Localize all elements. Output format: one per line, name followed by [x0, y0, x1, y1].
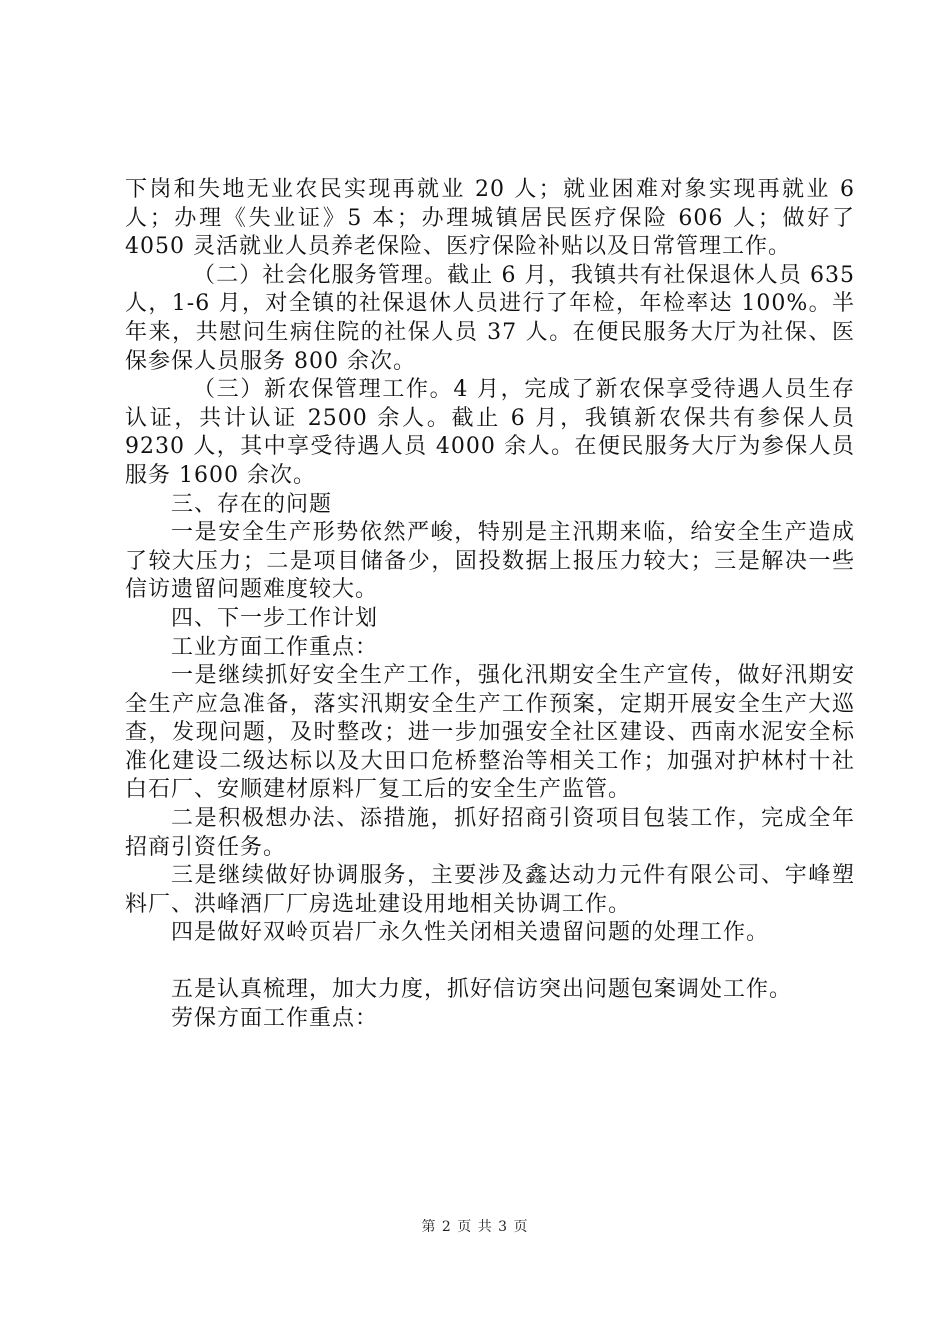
heading-industry-focus: 工业方面工作重点：: [171, 634, 379, 660]
paragraph-coordination: 三是继续做好协调服务，主要涉及鑫达动力元件有限公司、宇峰塑料厂、洪峰酒厂厂房选址建设用地相关协调工作。: [125, 863, 855, 917]
heading-labor-focus: 劳保方面工作重点：: [171, 1005, 379, 1031]
paragraph-rural-insurance: （三）新农保管理工作。4 月，完成了新农保享受待遇人员生存认证，共计认证 2500 余人。截止 6 月，我镇新农保共有参保人员 9230 人，其中享受待遇人员 4000 余人。在便民服务大厅为参保人员服务 1600 余次。: [125, 377, 855, 488]
paragraph-gap: [125, 948, 855, 976]
paragraph-reemployment: 下岗和失地无业农民实现再就业 20 人；就业困难对象实现再就业 6 人；办理《失业证》5 本；办理城镇居民医疗保险 606 人；做好了 4050 灵活就业人员养老保险、医疗保险补贴以及日常管理工作。: [125, 177, 855, 260]
paragraph-safety-production: 一是继续抓好安全生产工作，强化汛期安全生产宣传，做好汛期安全生产应急准备，落实汛期安全生产工作预案，定期开展安全生产大巡查，发现问题，及时整改；进一步加强安全社区建设、西南水泥安全标准化建设二级达标以及大田口危桥整治等相关工作；加强对护林村十社白石厂、安顺建材原料厂复工后的安全生产监管。: [125, 663, 855, 803]
heading-existing-problems: 三、存在的问题: [171, 491, 333, 517]
document-body: [125, 176, 855, 1033]
paragraph-social-service: （二）社会化服务管理。截止 6 月，我镇共有社保退休人员 635 人，1-6 月，对全镇的社保退休人员进行了年检，年检率达 100%。半年来，共慰问生病住院的社保人员 37 人。在便民服务大厅为社保、医保参保人员服务 800 余次。: [125, 262, 855, 374]
paragraph-investment: 二是积极想办法、添措施，抓好招商引资项目包装工作，完成全年招商引资任务。: [125, 806, 855, 860]
paragraph-problems: 一是安全生产形势依然严峻，特别是主汛期来临，给安全生产造成了较大压力；二是项目储备少，固投数据上报压力较大；三是解决一些信访遗留问题难度较大。: [125, 520, 855, 603]
paragraph-shale-factory: 四是做好双岭页岩厂永久性关闭相关遗留问题的处理工作。: [171, 920, 770, 946]
page-number-footer: 第 2 页 共 3 页: [421, 1219, 529, 1235]
heading-next-plan: 四、下一步工作计划: [171, 605, 379, 631]
paragraph-petitions: 五是认真梳理，加大力度，抓好信访突出问题包案调处工作。: [171, 977, 793, 1003]
